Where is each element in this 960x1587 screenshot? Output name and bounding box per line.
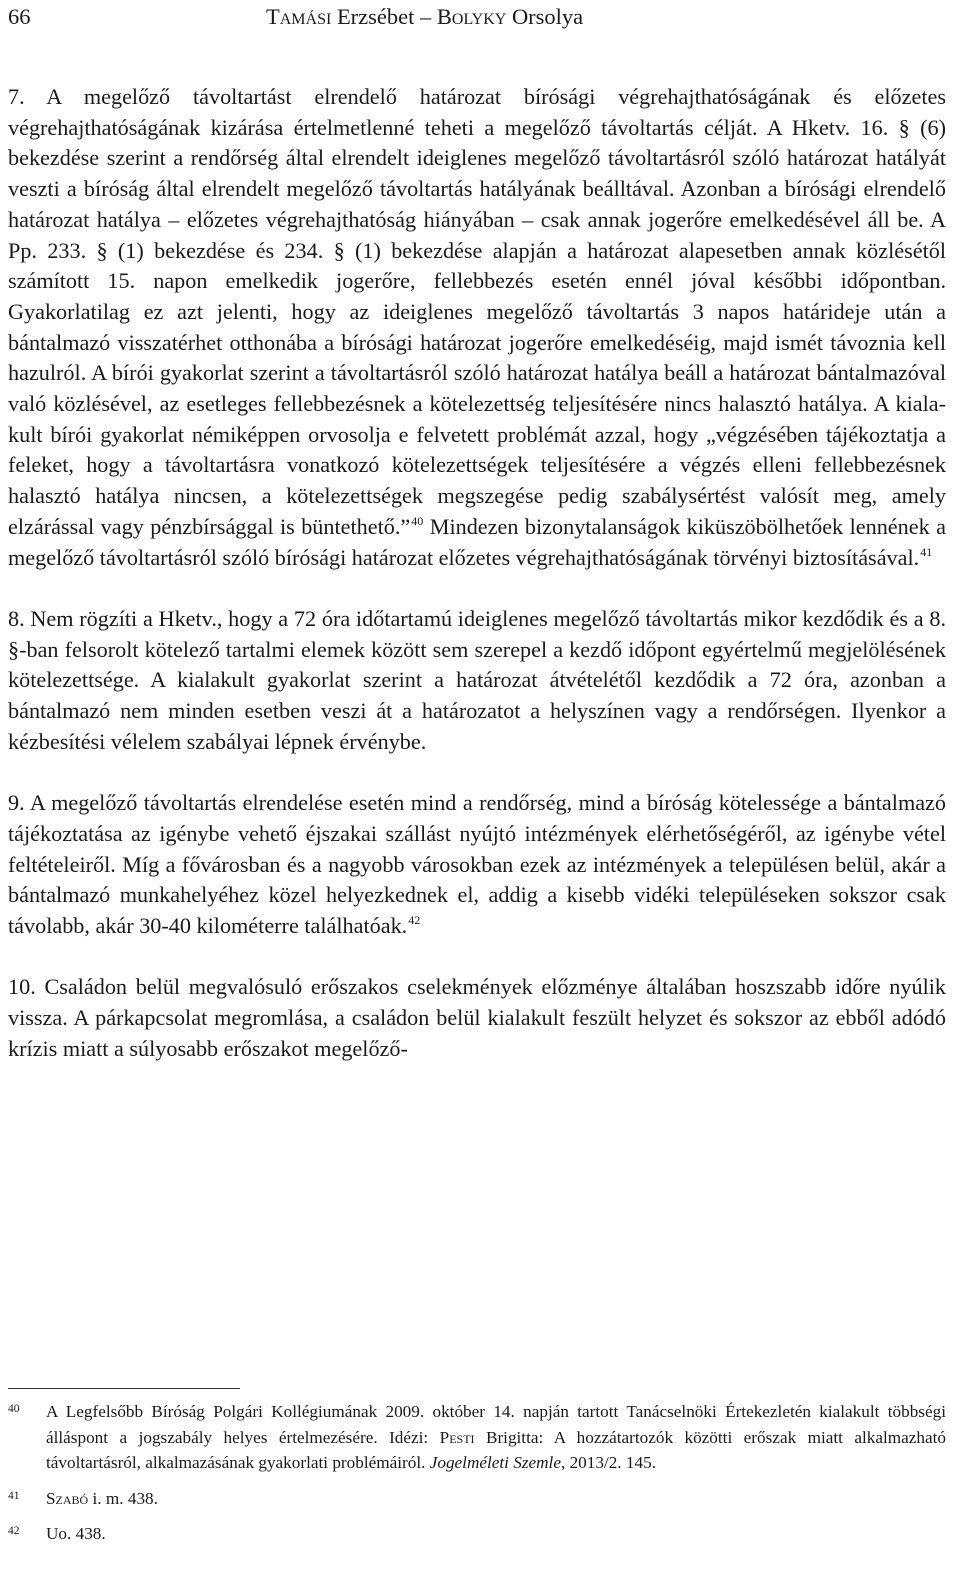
footnote-divider — [8, 1388, 240, 1389]
author-separator: Erzsébet – — [331, 4, 437, 29]
footnote-number: 42 — [8, 1525, 20, 1538]
paragraph-9 — [8, 788, 946, 942]
footnote-text: Uo. 438. — [46, 1524, 106, 1544]
paragraph-7 — [8, 82, 946, 573]
footnote-author: Pesti — [439, 1427, 475, 1447]
page-number: 66 — [8, 4, 31, 29]
footnote-number: 40 — [8, 1403, 20, 1415]
footnote-text: , 2013/2. 145. — [560, 1453, 656, 1473]
footnotes — [8, 1399, 946, 1547]
footnote-number: 41 — [8, 1489, 20, 1502]
footnote-42 — [8, 1521, 946, 1547]
paragraph-8 — [8, 604, 946, 758]
author-name-2: Bolyky — [436, 4, 507, 29]
footnote-text: A Legfelsőbb Bíróság Polgári Kollégiumának 2009. október 14. napján tartott Tanácselnöki Értekezletén kialakult többségi álláspont a jogszabály helyes értelmezésére. Idézi: — [46, 1402, 946, 1447]
page-header — [8, 2, 952, 32]
footnote-ref-41[interactable]: 41 — [920, 544, 933, 559]
footnote-author: Szabó — [46, 1488, 89, 1508]
paragraph-text: 10. Családon belül megvalósuló erőszakos cselekmények előzménye általában hoszszabb időre nyúlik vissza. A párkapcsolat megromlása, a családon belül kialakult feszült helyzet és sokszor az ebből adódó krízis miatt a súlyosabb erőszakot megelőző- — [8, 974, 946, 1061]
paragraph-10 — [8, 972, 946, 1064]
body-text — [8, 82, 946, 1064]
paragraph-text: 8. Nem rögzíti a Hketv., hogy a 72 óra időtartamú ideiglenes megelőző távoltartás mikor kezdődik és a 8. §-ban felsorolt kötelező tartalmi elemek között sem szerepel a kezdő időpont egyértelmű megjelölésének kötelezettsége. A kialakult gyakorlat szerint a határozat átvételétől kezdődik a 72 óra, azonban a bántalmazó nem minden esetben veszi át a határozatot a helyszínen vagy a rendőrségen. Ilyenkor a kézbesítési vélelem szabályai lépnek érvénybe. — [8, 605, 946, 754]
footnote-ref-42[interactable]: 42 — [408, 912, 421, 927]
author-given-name-2: Orsolya — [506, 4, 584, 29]
running-head — [266, 2, 583, 32]
paragraph-text: 9. A megelőző távoltartás elrendelése esetén mind a rendőrség, mind a bíróság kötelessége a bántalmazó tájékoztatása az igénybe vehető éjszakai szállást nyújtó intézmények elérhetőségéről, az igénybe vétel feltételeiről. Míg a fővárosban és a nagyobb városokban ezek az intézmények a településen belül, akár a bántalmazó munkahelyéhez közel helyezkednek el, addig a kisebb vidéki településeken sokszor csak távolabb, akár 30-40 kilométerre találhatóak. — [8, 790, 946, 938]
paragraph-text: Mindezen bizonytalanságok kiküszöbölhetőek lennének a megelőző távoltartásról szóló bírósági határozat előzetes végrehajthatóságának törvényi biztosításával. — [8, 513, 946, 570]
footnote-text: i. m. 438. — [88, 1488, 158, 1508]
footnote-journal: Jogelméleti Szemle — [429, 1453, 561, 1473]
author-name-1: Tamási — [266, 4, 332, 29]
paragraph-text: 7. A megelőző távoltartást elrendelő határozat bírósági végrehajthatóságának és előzetes végrehajthatóságának kizárása értelmetlenné teheti a megelőző távoltartás célját. A Hketv. 16. § (6) bekezdése szerint a rendőrség által elrendelt ideiglenes megelőző távoltartásról szóló határozat hatályát veszti a bíróság által elrendelt megelőző távoltartás hatályának beálltával. Azonban a bírósági elrendelő határozat hatálya – előzetes végrehajthatóság hiányában – csak annak jogerőre emelkedésével áll be. A Pp. 233. § (1) bekezdése és 234. § (1) bekezdése alapján a határozat alapesetben annak közlésétől számított 15. napon emelkedik jogerőre, fellebbezés esetén ennél jóval későbbi időpontban. Gyakorlatilag ez azt jelenti, hogy az ideiglenes megelőző távoltartás 3 napos határideje után a bántalmazó visszatérhet otthonába a bírósági határozat jogerőre emelkedéséig, majd ismét távoznia kell hazulról. A bírói gyakorlat szerint a távoltartásról szóló határozat hatálya beáll a határozat bántalmazóval való közlésével, az esetleges fellebbezésnek a kötelezettség teljesítésére nincs halasztó hatálya. A kialakult bírói gyakorlat némiképpen orvosolja e felvetett problémát azzal, hogy „végzésében tájékoztatja a feleket, hogy a távoltartásra vonatkozó kötelezettségek teljesítésére a végzés elleni fellebbezésnek halasztó hatálya nincsen, a kötelezettségek megszegése pedig szabálysértést valósít meg, amely elzárással vagy pénzbírsággal is büntethető.” — [8, 84, 946, 539]
footnote-text: Brigitta: A hozzátartozók közötti erőszak miatt alkalmazható távoltartásról, alkalmazásának gyakorlati problémáiról. — [46, 1427, 946, 1473]
footnote-41 — [8, 1486, 946, 1512]
footnote-40 — [8, 1399, 946, 1476]
footnote-ref-40[interactable]: 40 — [411, 513, 424, 528]
